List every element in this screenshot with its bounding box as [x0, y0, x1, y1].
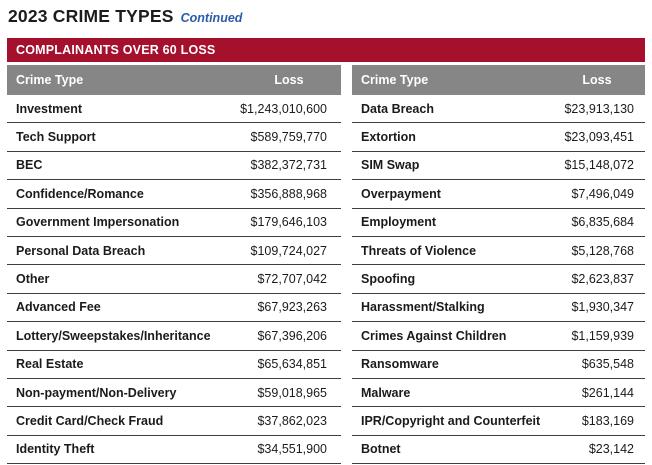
- crime-type-cell: Data Breach: [361, 101, 434, 116]
- loss-column-header: Loss: [582, 73, 612, 87]
- left-table-header: [7, 65, 341, 95]
- title-text: 2023 CRIME TYPES: [8, 6, 174, 26]
- table-banner: COMPLAINANTS OVER 60 LOSS: [7, 38, 645, 62]
- table-row: [352, 123, 645, 151]
- loss-value-cell: $7,496,049: [571, 186, 634, 201]
- crime-type-cell: Harassment/Stalking: [361, 300, 485, 315]
- loss-value-cell: $382,372,731: [250, 158, 327, 173]
- table-row: [352, 152, 645, 180]
- table-row: [352, 294, 645, 322]
- crime-type-cell: Non-payment/Non-Delivery: [16, 385, 177, 400]
- crime-type-cell: Lottery/Sweepstakes/Inheritance: [16, 328, 211, 343]
- crime-type-cell: Real Estate: [16, 357, 84, 372]
- right-table-header: [352, 65, 645, 95]
- crime-type-cell: BEC: [16, 158, 43, 173]
- loss-value-cell: $5,128,768: [571, 243, 634, 258]
- loss-value-cell: $67,923,263: [257, 300, 327, 315]
- crime-type-cell: Threats of Violence: [361, 243, 477, 258]
- crime-type-cell: Advanced Fee: [16, 300, 101, 315]
- crime-type-cell: Ransomware: [361, 357, 439, 372]
- table-row: [7, 95, 341, 123]
- crime-type-cell: Spoofing: [361, 272, 416, 287]
- loss-value-cell: $59,018,965: [257, 385, 327, 400]
- crime-type-cell: Employment: [361, 215, 437, 230]
- loss-value-cell: $356,888,968: [250, 186, 327, 201]
- crime-type-cell: Extortion: [361, 130, 416, 145]
- crime-type-cell: Credit Card/Check Fraud: [16, 413, 164, 428]
- table-row: [7, 123, 341, 151]
- complainants-over-60-loss-table: [7, 38, 645, 464]
- loss-column-header: Loss: [274, 73, 304, 87]
- loss-value-cell: $179,646,103: [250, 215, 327, 230]
- table-row: [352, 379, 645, 407]
- table-row: [7, 407, 341, 435]
- crime-type-cell: Confidence/Romance: [16, 186, 144, 201]
- loss-value-cell: $15,148,072: [564, 158, 634, 173]
- table-gutter: [341, 65, 352, 464]
- crime-type-column-header: Crime Type: [361, 73, 429, 87]
- loss-value-cell: $183,169: [581, 413, 634, 428]
- crime-type-cell: Personal Data Breach: [16, 243, 146, 258]
- crime-type-cell: Overpayment: [361, 186, 441, 201]
- loss-value-cell: $635,548: [581, 357, 634, 372]
- table-columns-container: [7, 65, 645, 464]
- page-title: [8, 6, 242, 27]
- loss-value-cell: $37,862,023: [257, 413, 327, 428]
- table-row: [7, 436, 341, 464]
- crime-type-cell: Investment: [16, 101, 82, 116]
- table-row: [7, 265, 341, 293]
- table-row: [7, 294, 341, 322]
- table-row: [352, 180, 645, 208]
- table-row: [352, 95, 645, 123]
- loss-value-cell: $1,159,939: [571, 328, 634, 343]
- crime-type-column-header: Crime Type: [16, 73, 84, 87]
- loss-value-cell: $261,144: [581, 385, 634, 400]
- table-row: [7, 379, 341, 407]
- table-row: [352, 322, 645, 350]
- crime-type-cell: Tech Support: [16, 130, 96, 145]
- table-row: [7, 209, 341, 237]
- loss-value-cell: $67,396,206: [257, 328, 327, 343]
- crime-type-cell: Crimes Against Children: [361, 328, 507, 343]
- crime-type-cell: SIM Swap: [361, 158, 420, 173]
- left-subtable: [7, 65, 341, 464]
- table-row: [7, 237, 341, 265]
- loss-value-cell: $2,623,837: [571, 272, 634, 287]
- right-subtable: [352, 65, 645, 464]
- crime-type-cell: IPR/Copyright and Counterfeit: [361, 413, 541, 428]
- crime-type-cell: Botnet: [361, 442, 401, 457]
- crime-type-cell: Other: [16, 272, 50, 287]
- table-row: [352, 436, 645, 464]
- table-row: [352, 209, 645, 237]
- loss-value-cell: $65,634,851: [257, 357, 327, 372]
- crime-type-cell: Government Impersonation: [16, 215, 180, 230]
- crime-type-cell: Identity Theft: [16, 442, 95, 457]
- right-table-body: [352, 95, 645, 464]
- loss-value-cell: $23,913,130: [564, 101, 634, 116]
- table-row: [352, 407, 645, 435]
- loss-value-cell: $23,142: [588, 442, 634, 457]
- loss-value-cell: $6,835,684: [571, 215, 634, 230]
- table-row: [352, 351, 645, 379]
- table-row: [352, 265, 645, 293]
- crime-type-cell: Malware: [361, 385, 411, 400]
- loss-value-cell: $109,724,027: [250, 243, 327, 258]
- title-continued-text: Continued: [180, 11, 243, 25]
- table-row: [7, 322, 341, 350]
- loss-value-cell: $1,243,010,600: [240, 101, 327, 116]
- loss-value-cell: $1,930,347: [571, 300, 634, 315]
- loss-value-cell: $34,551,900: [257, 442, 327, 457]
- table-row: [7, 152, 341, 180]
- table-row: [7, 351, 341, 379]
- loss-value-cell: $589,759,770: [250, 130, 327, 145]
- table-row: [352, 237, 645, 265]
- table-row: [7, 180, 341, 208]
- loss-value-cell: $72,707,042: [257, 272, 327, 287]
- left-table-body: [7, 95, 341, 464]
- loss-value-cell: $23,093,451: [564, 130, 634, 145]
